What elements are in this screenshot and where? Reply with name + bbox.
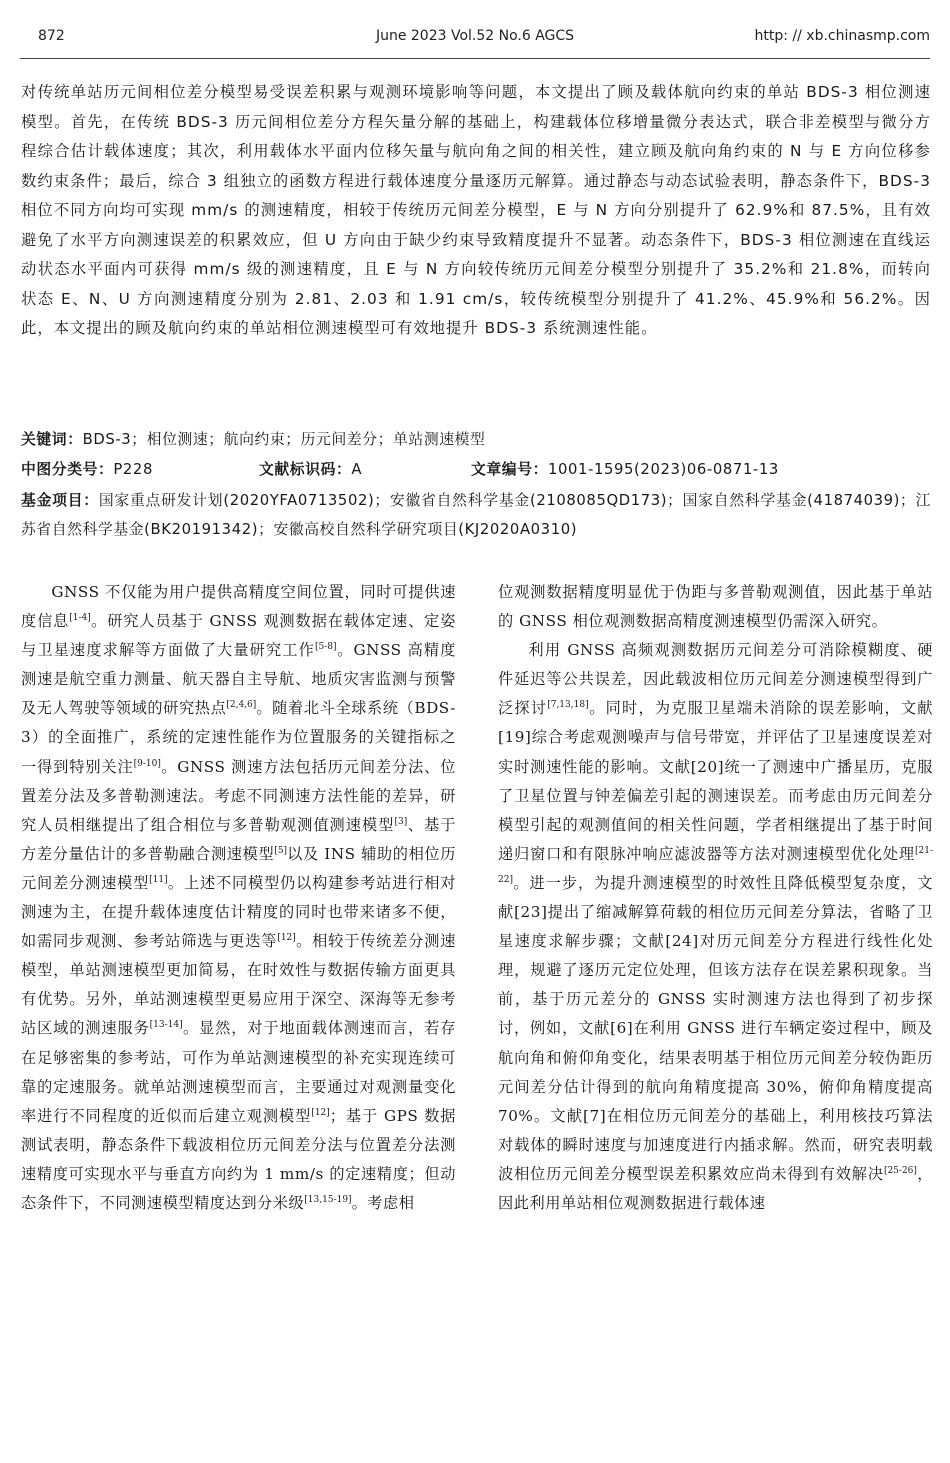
article-label: 文章编号： (471, 461, 548, 478)
doc-label: 文献标识码： (259, 461, 352, 478)
keywords-label: 关键词： (21, 431, 83, 448)
citation[interactable]: [2,4,6] (226, 700, 257, 711)
article-number (471, 455, 779, 484)
citation[interactable]: [9-10] (133, 758, 161, 769)
document-code (259, 455, 362, 484)
citation[interactable]: [5-8] (315, 642, 337, 653)
body-paragraph-continued: 位观测数据精度明显优于伪距与多普勒观测值，因此基于单站的 GNSS 相位观测数据高精度测速模型仍需深入研究。 (498, 583, 933, 631)
clc-label: 中图分类号： (21, 461, 114, 478)
citation[interactable]: [3] (394, 816, 408, 827)
citation[interactable]: [5] (274, 845, 288, 856)
doc-value: A (351, 461, 363, 478)
body-column-left (21, 578, 456, 1218)
body-column-right (498, 578, 933, 1218)
citation[interactable]: [13-14] (149, 1020, 183, 1031)
funding (21, 486, 931, 544)
article-value: 1001-1595(2023)06-0871-13 (548, 461, 779, 478)
body-paragraph: 利用 GNSS 高频观测数据历元间差分可消除模糊度、硬件延迟等公共误差，因此载波相位历元间差分测速模型得到广泛探讨[7,13,18]。同时，为克服卫星端未消除的误差影响，文献[19]综合考虑观测噪声与信号带宽，并评估了卫星速度误差对实时测速性能的影响。文献[20]统一了测速中广播星历，克服了卫星位置与钟差偏差引起的测速误差。而考虑由历元间差分模型引起的观测值间的相关性问题，学者相继提出了基于时间递归窗口和有限脉冲响应滤波器等方法对测速模型优化处理[21-22]。进一步，为提升测速模型的时效性且降低模型复杂度，文献[23]提出了缩减解算荷载的相位历元间差分算法，省略了卫星速度求解步骤；文献[24]对历元间差分方程进行线性化处理，规避了逐历元定位处理，但该方法存在误差累积现象。当前，基于历元差分的 GNSS 实时测速方法也得到了初步探讨，例如，文献[6]在利用 GNSS 进行车辆定姿过程中，顾及航向角和俯仰角变化，结果表明基于相位历元间差分较伪距历元间差分估计得到的航向角精度提高 30%，俯仰角精度提高 70%。文献[7]在相位历元间差分的基础上，利用核技巧算法对载体的瞬时速度与加速度进行内插求解。然而，研究表明载波相位历元间差分模型误差积累效应尚未得到有效解决[25-26]，因此利用单站相位观测数据进行载体速 (498, 641, 933, 1212)
citation[interactable]: [7,13,18] (547, 700, 589, 711)
abstract (21, 78, 931, 344)
citation[interactable]: [13,15-19] (304, 1194, 352, 1205)
header-divider (20, 58, 930, 59)
body-paragraph: GNSS 不仅能为用户提供高精度空间位置，同时可提供速度信息[1-4]。研究人员基于 GNSS 观测数据在载体定速、定姿与卫星速度求解等方面做了大量研究工作[5-8]。GNSS 高精度测速是航空重力测量、航天器自主导航、地质灾害监测与预警及无人驾驶等领域的研究热点[2,4,6]。随着北斗全球系统（BDS-3）的全面推广，系统的定速性能作为位置服务的关键指标之一得到特别关注[9-10]。GNSS 测速方法包括历元间差分法、位置差分法及多普勒测速法。考虑不同测速方法性能的差异，研究人员相继提出了组合相位与多普勒观测值测速模型[3]、基于方差分量估计的多普勒融合测速模型[5]以及 INS 辅助的相位历元间差分测速模型[11]。上述不同模型仍以构建参考站进行相对测速为主，在提升载体速度估计精度的同时也带来诸多不便，如需同步观测、参考站筛选与更迭等[12]。相较于传统差分测速模型，单站测速模型更加简易，在时效性与数据传输方面更具有优势。另外，单站测速模型更易应用于深空、深海等无参考站区域的测速服务[13-14]。显然，对于地面载体测速而言，若存在足够密集的参考站，可作为单站测速模型的补充实现连续可靠的定速服务。就单站测速模型而言，主要通过对观测量变化率进行不同程度的近似而后建立观测模型[12]；基于 GPS 数据测试表明，静态条件下载波相位历元间差分法与位置差分法测速精度可实现水平与垂直方向约为 1 mm/s 的定速精度；但动态条件下，不同测速模型精度达到分米级[13,15-19]。考虑相 (21, 583, 457, 1212)
journal-url: http: // xb.chinasmp.com (754, 28, 930, 44)
page-header (20, 28, 930, 56)
clc-value: P228 (113, 461, 153, 478)
citation[interactable]: [1-4] (69, 613, 91, 624)
citation[interactable]: [11] (149, 874, 168, 885)
abstract-text: 对传统单站历元间相位差分模型易受误差积累与观测环境影响等问题，本文提出了顾及载体航向约束的单站 BDS-3 相位测速模型。首先，在传统 BDS-3 历元间相位差分方程矢量分解的基础上，构建载体位移增量微分表达式，联合非差模型与微分方程综合估计载体速度；其次，利用载体水平面内位移矢量与航向角之间的相关性，建立顾及航向角约束的 N 与 E 方向位移参数约束条件；最后，综合 3 组独立的函数方程进行载体速度分量逐历元解算。通过静态与动态试验表明，静态条件下，BDS-3 相位不同方向均可实现 mm/s 的测速精度，相较于传统历元间差分模型，E 与 N 方向分别提升了 62.9%和 87.5%，且有效避免了水平方向测速误差的积累效应，但 U 方向由于缺少约束导致精度提升不显著。动态条件下，BDS-3 相位测速在直线运动状态水平面内可获得 mm/s 级的测速精度，且 E 与 N 方向较传统历元间差分模型分别提升了 35.2%和 21.8%，而转向状态 E、N、U 方向测速精度分别为 2.81、2.03 和 1.91 cm/s，较传统模型分别提升了 41.2%、45.9%和 56.2%。因此，本文提出的顾及航向约束的单站相位测速模型可有效地提升 BDS-3 系统测速性能。 (21, 83, 931, 337)
citation[interactable]: [12] (311, 1107, 330, 1118)
keywords-value: BDS-3；相位测速；航向约束；历元间差分；单站测速模型 (82, 431, 486, 448)
citation[interactable]: [12] (277, 933, 296, 944)
journal-issue: June 2023 Vol.52 No.6 AGCS (375, 28, 575, 44)
citation[interactable]: [21-22] (498, 845, 933, 885)
funding-label: 基金项目： (21, 492, 99, 509)
funding-value: 国家重点研发计划(2020YFA0713502)；安徽省自然科学基金(2108085QD173)；国家自然科学基金(41874039)；江苏省自然科学基金(BK20191342)；安徽高校自然科学研究项目(KJ2020A0310) (21, 492, 931, 538)
keywords (21, 425, 931, 454)
page-number: 872 (38, 28, 65, 44)
citation[interactable]: [25-26] (883, 1165, 917, 1176)
clc-number (21, 455, 153, 484)
